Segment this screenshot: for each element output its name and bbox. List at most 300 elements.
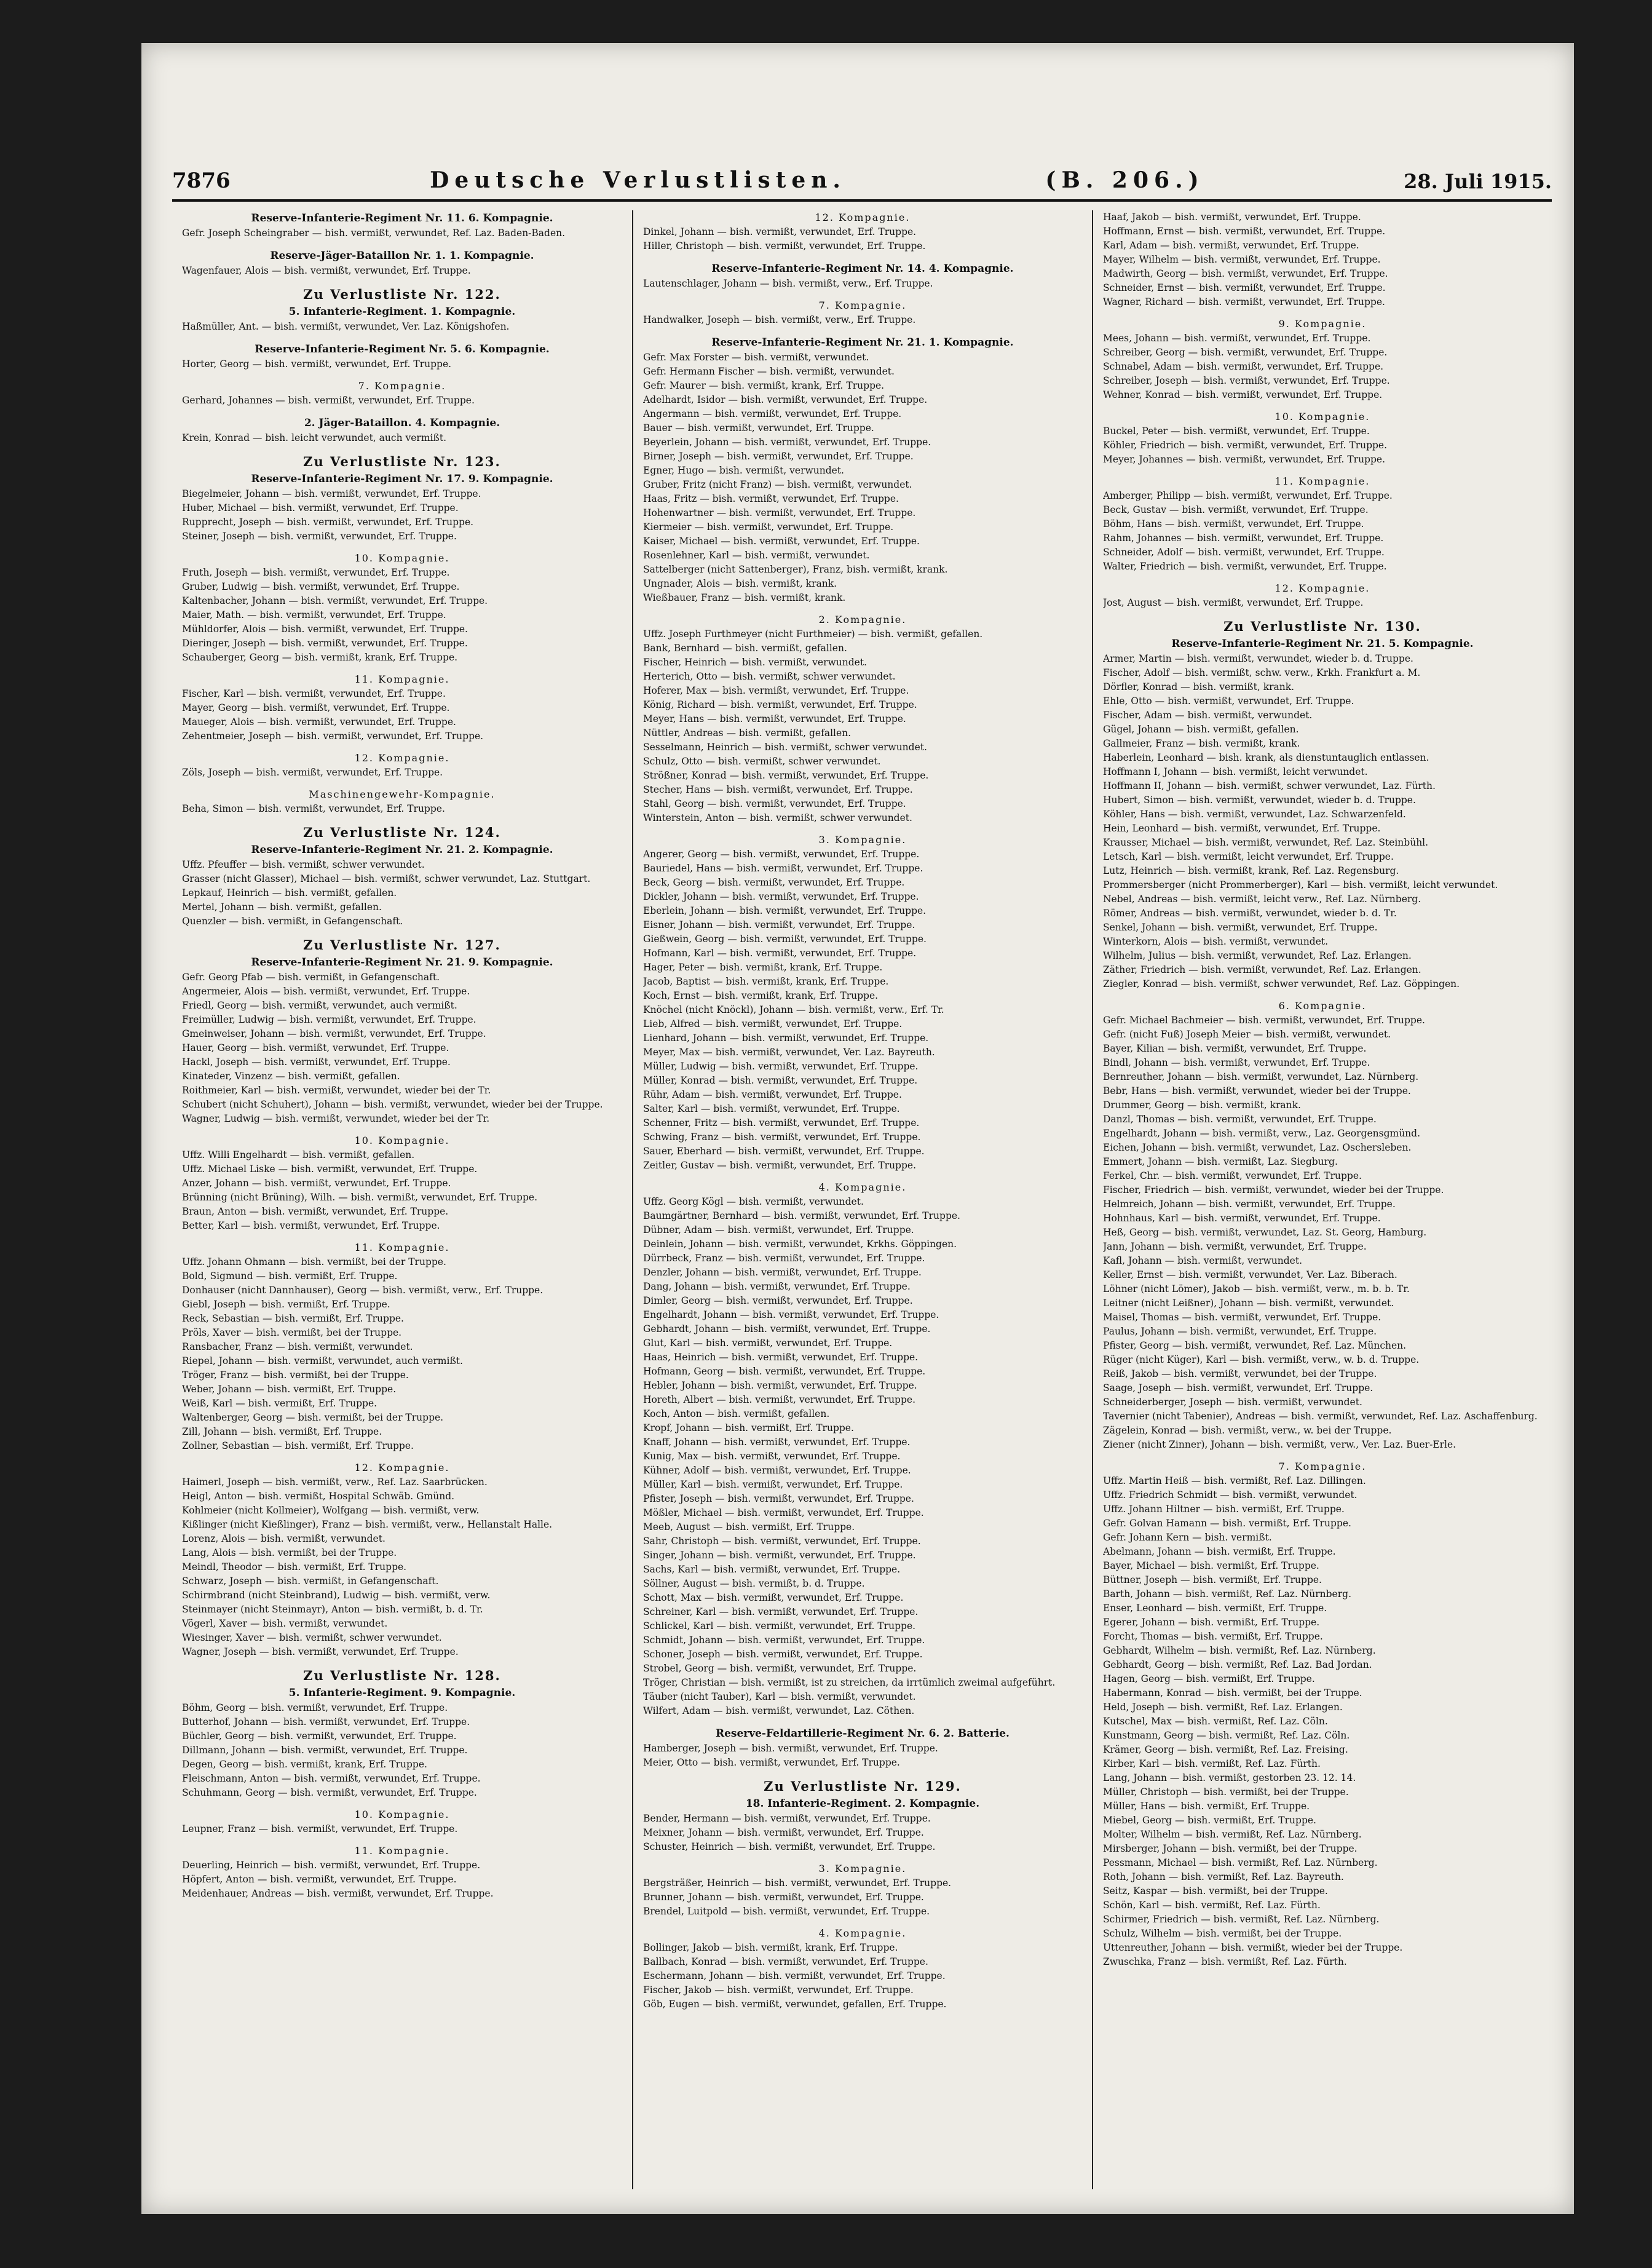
casualty-entry: Gebhardt, Johann — bish. vermißt, verwundet, Erf. Truppe. [642,1323,931,1334]
casualty-entry: Gmeinweiser, Johann — bish. vermißt, verwundet, Erf. Truppe. [182,1028,486,1039]
regiment-heading: Reserve-Infanterie-Regiment Nr. 21. 5. Kompagnie. [1171,638,1474,650]
casualty-entry: Keller, Ernst — bish. vermißt, verwundet, Ver. Laz. Biberach. [1102,1269,1397,1280]
casualty-entry: Böhm, Hans — bish. vermißt, verwundet, Erf. Truppe. [1102,518,1364,529]
casualty-entry: Biegelmeier, Johann — bish. vermißt, verwundet, Erf. Truppe. [182,488,481,499]
casualty-entry: Salter, Karl — bish. vermißt, verwundet, Erf. Truppe. [642,1103,900,1114]
casualty-entry: Rüger (nicht Küger), Karl — bish. vermißt, verw., w. b. d. Truppe. [1102,1354,1420,1365]
casualty-entry: Winterkorn, Alois — bish. vermißt, verwundet. [1102,936,1329,947]
casualty-entry: Egner, Hugo — bish. vermißt, verwundet. [642,465,844,476]
casualty-entry: Dürrbeck, Franz — bish. vermißt, verwundet, Erf. Truppe. [642,1253,925,1264]
header-rule [172,199,1552,202]
casualty-entry: Müller, Hans — bish. vermißt, Erf. Truppe. [1102,1801,1310,1812]
regiment-heading: Reserve-Infanterie-Regiment Nr. 21. 1. Kompagnie. [711,336,1014,349]
casualty-entry: Lienhard, Johann — bish. vermißt, verwundet, Erf. Truppe. [642,1033,929,1044]
list-section [1103,617,1542,991]
casualty-entry: Gebhardt, Georg — bish. vermißt, Ref. Laz. Bad Jordan. [1102,1659,1372,1670]
casualty-entry: Löhner (nicht Lömer), Jakob — bish. vermißt, verw., m. b. b. Tr. [1102,1283,1410,1295]
company-heading: 11. Kompagnie. [1275,475,1370,487]
casualty-entry: Fischer, Adam — bish. vermißt, verwundet. [1102,710,1313,721]
casualty-entry: Egerer, Johann — bish. vermißt, Erf. Truppe. [1102,1617,1320,1628]
casualty-entry: Haberlein, Leonhard — bish. krank, als dienstuntauglich entlassen. [1102,752,1429,763]
casualty-entry: Heigl, Anton — bish. vermißt, Hospital Schwäb. Gmünd. [182,1491,455,1502]
casualty-entry: Hoffmann I, Johann — bish. vermißt, leicht verwundet. [1102,766,1368,777]
casualty-entry: Tavernier (nicht Tabenier), Andreas — bish. vermißt, verwundet, Ref. Laz. Aschaffenburg. [1102,1411,1538,1422]
list-section [1103,999,1542,1452]
casualty-entry: Müller, Christoph — bish. vermißt, bei der Truppe. [1102,1786,1349,1798]
casualty-entry: Brünning (nicht Brüning), Wilh. — bish. vermißt, verwundet, Erf. Truppe. [182,1192,537,1203]
casualty-entry: Helmreich, Johann — bish. vermißt, verwundet, Erf. Truppe. [1102,1199,1396,1210]
casualty-entry: Ziegler, Konrad — bish. vermißt, schwer verwundet, Ref. Laz. Göppingen. [1102,978,1460,989]
casualty-entry: Gefr. Golvan Hamann — bish. vermißt, Erf. Truppe. [1102,1518,1351,1529]
reference-heading: Zu Verlustliste Nr. 128. [303,1668,501,1683]
casualty-entry: Bayer, Michael — bish. vermißt, Erf. Truppe. [1102,1560,1319,1571]
casualty-entry: Pessmann, Michael — bish. vermißt, Ref. Laz. Nürnberg. [1102,1857,1378,1868]
casualty-entry: Engelhardt, Johann — bish. vermißt, verwundet, Erf. Truppe. [642,1309,939,1320]
list-section [182,672,622,743]
company-heading: 6. Kompagnie. [1278,1000,1367,1012]
casualty-entry: Gerhard, Johannes — bish. vermißt, verwundet, Erf. Truppe. [182,395,475,406]
casualty-entry: Kirber, Karl — bish. vermißt, Ref. Laz. Fürth. [1102,1758,1321,1769]
casualty-entry: Zeitler, Gustav — bish. vermißt, verwundet, Erf. Truppe. [642,1160,916,1171]
casualty-entry: Ehle, Otto — bish. vermißt, verwundet, Erf. Truppe. [1102,696,1354,707]
casualty-entry: Adelhardt, Isidor — bish. vermißt, verwundet, Erf. Truppe. [642,394,928,405]
casualty-entry: Hauer, Georg — bish. vermißt, verwundet, Erf. Truppe. [182,1042,449,1053]
casualty-entry: Saage, Joseph — bish. vermißt, verwundet, Erf. Truppe. [1102,1382,1373,1394]
column-1 [172,210,632,2189]
casualty-entry: Huber, Michael — bish. vermißt, verwundet, Erf. Truppe. [182,502,459,513]
casualty-entry: Dörfler, Konrad — bish. vermißt, krank. [1102,681,1295,692]
reference-heading: Zu Verlustliste Nr. 124. [303,825,501,840]
casualty-entry: Reiß, Jakob — bish. vermißt, verwundet, bei der Truppe. [1102,1368,1377,1379]
casualty-entry: Degen, Georg — bish. vermißt, krank, Erf. Truppe. [182,1759,427,1770]
edition-number: (B. 206.) [1045,167,1204,193]
casualty-entry: Meyer, Max — bish. vermißt, verwundet, Ver. Laz. Bayreuth. [642,1047,935,1058]
regiment-heading: Reserve-Infanterie-Regiment Nr. 21. 9. Kompagnie. [251,956,553,969]
list-section [182,1240,622,1453]
casualty-entry: Zill, Johann — bish. vermißt, Erf. Truppe. [182,1426,382,1437]
casualty-entry: Buckel, Peter — bish. vermißt, verwundet, Erf. Truppe. [1102,426,1370,437]
casualty-entry: Drummer, Georg — bish. vermißt, krank. [1102,1100,1301,1111]
casualty-entry: Mees, Johann — bish. vermißt, verwundet, Erf. Truppe. [1102,333,1371,344]
casualty-entry: Pröls, Xaver — bish. vermißt, bei der Truppe. [182,1327,402,1338]
casualty-entry: Emmert, Johann — bish. vermißt, Laz. Siegburg. [1102,1156,1338,1167]
casualty-entry: Schlickel, Karl — bish. vermißt, verwundet, Erf. Truppe. [642,1620,916,1632]
casualty-entry: Pfister, Georg — bish. vermißt, verwundet, Ref. Laz. München. [1102,1340,1407,1351]
casualty-entry: Nüttler, Andreas — bish. vermißt, gefallen. [642,728,852,739]
casualty-entry: Donhauser (nicht Dannhauser), Georg — bish. vermißt, verw., Erf. Truppe. [182,1285,543,1296]
casualty-entry: Bold, Sigmund — bish. vermißt, Erf. Truppe. [182,1271,398,1282]
casualty-entry: Hohnhaus, Karl — bish. vermißt, verwundet, Erf. Truppe. [1102,1213,1381,1224]
casualty-entry: Lieb, Alfred — bish. vermißt, verwundet, Erf. Truppe. [642,1018,903,1029]
casualty-entry: Hubert, Simon — bish. vermißt, verwundet, wieder b. d. Truppe. [1102,795,1416,806]
casualty-entry: Kiermeier — bish. vermißt, verwundet, Erf. Truppe. [642,521,894,533]
casualty-entry: Höpfert, Anton — bish. vermißt, verwundet, Erf. Truppe. [182,1874,457,1885]
casualty-entry: Uffz. Pfeuffer — bish. vermißt, schwer verwundet. [182,859,425,870]
casualty-entry: Hiller, Christoph — bish. vermißt, verwundet, Erf. Truppe. [642,240,926,252]
casualty-entry: Schirmer, Friedrich — bish. vermißt, Ref. Laz. Nürnberg. [1102,1914,1380,1925]
casualty-entry: Horter, Georg — bish. vermißt, verwundet, Erf. Truppe. [182,359,452,370]
casualty-entry: Haaf, Jakob — bish. vermißt, verwundet, Erf. Truppe. [1102,212,1361,223]
casualty-entry: Meeb, August — bish. vermißt, Erf. Truppe. [642,1521,855,1532]
casualty-entry: Knaff, Johann — bish. vermißt, verwundet, Erf. Truppe. [642,1437,911,1448]
casualty-entry: Kohlmeier (nicht Kollmeier), Wolfgang — bish. vermißt, verw. [182,1505,480,1516]
casualty-entry: Held, Joseph — bish. vermißt, Ref. Laz. Erlangen. [1102,1702,1343,1713]
casualty-entry: Haimerl, Joseph — bish. vermißt, verw., Ref. Laz. Saarbrücken. [182,1477,488,1488]
reference-heading: Zu Verlustliste Nr. 127. [303,937,501,953]
list-section [643,335,1082,605]
casualty-entry: Wehner, Konrad — bish. vermißt, verwundet, Erf. Truppe. [1102,389,1383,400]
list-section [182,1807,622,1836]
casualty-entry: Angermeier, Alois — bish. vermißt, verwundet, Erf. Truppe. [182,986,470,997]
casualty-entry: Meier, Otto — bish. vermißt, verwundet, Erf. Truppe. [642,1757,900,1768]
casualty-entry: Kaiser, Michael — bish. vermißt, verwundet, Erf. Truppe. [642,536,920,547]
casualty-entry: Dieringer, Joseph — bish. vermißt, verwundet, Erf. Truppe. [182,638,468,649]
casualty-entry: Hofmann, Karl — bish. vermißt, verwundet, Erf. Truppe. [642,948,917,959]
casualty-entry: Beck, Georg — bish. vermißt, verwundet, Erf. Truppe. [642,877,905,888]
casualty-entry: Roth, Johann — bish. vermißt, Ref. Laz. Bayreuth. [1102,1871,1344,1882]
list-section [643,1180,1082,1718]
casualty-entry: Sauer, Eberhard — bish. vermißt, verwundet, Erf. Truppe. [642,1146,925,1157]
casualty-entry: Zöls, Joseph — bish. vermißt, verwundet, Erf. Truppe. [182,767,443,778]
casualty-entry: Uffz. Johann Ohmann — bish. vermißt, bei der Truppe. [182,1256,446,1267]
casualty-entry: Zäther, Friedrich — bish. vermißt, verwundet, Ref. Laz. Erlangen. [1102,964,1421,975]
casualty-entry: Maier, Math. — bish. vermißt, verwundet, Erf. Truppe. [182,609,446,621]
casualty-entry: Enser, Leonhard — bish. vermißt, Erf. Truppe. [1102,1603,1327,1614]
casualty-list-columns [172,210,1552,2189]
casualty-entry: Giebl, Joseph — bish. vermißt, Erf. Truppe. [182,1299,390,1310]
casualty-entry: Kropf, Johann — bish. vermißt, Erf. Truppe. [642,1422,854,1433]
casualty-entry: Knöchel (nicht Knöckl), Johann — bish. vermißt, verw., Erf. Tr. [642,1004,944,1015]
casualty-entry: Gügel, Johann — bish. vermißt, gefallen. [1102,724,1299,735]
casualty-entry: Wagenfauer, Alois — bish. vermißt, verwundet, Erf. Truppe. [182,265,471,276]
casualty-entry: Molter, Wilhelm — bish. vermißt, Ref. Laz. Nürnberg. [1102,1829,1362,1840]
casualty-entry: Roithmeier, Karl — bish. vermißt, verwundet, wieder bei der Tr. [182,1085,491,1096]
list-section [182,379,622,408]
casualty-entry: Rupprecht, Joseph — bish. vermißt, verwundet, Erf. Truppe. [182,517,474,528]
casualty-entry: Beck, Gustav — bish. vermißt, verwundet, Erf. Truppe. [1102,504,1369,515]
page-header [172,160,1552,193]
casualty-entry: Meyer, Hans — bish. vermißt, verwundet, Erf. Truppe. [642,713,906,724]
casualty-entry: Zägelein, Konrad — bish. vermißt, verw., w. bei der Truppe. [1102,1425,1392,1436]
list-section [1103,474,1542,574]
casualty-entry: Gefr. Hermann Fischer — bish. vermißt, verwundet. [642,366,895,377]
casualty-entry: Gefr. Georg Pfab — bish. vermißt, in Gefangenschaft. [182,972,440,983]
casualty-entry: Tröger, Franz — bish. vermißt, bei der Truppe. [182,1370,409,1381]
casualty-entry: Fischer, Friedrich — bish. vermißt, verwundet, wieder bei der Truppe. [1102,1184,1444,1195]
casualty-entry: Hohenwartner — bish. vermißt, verwundet, Erf. Truppe. [642,507,916,518]
casualty-entry: Meyer, Johannes — bish. vermißt, verwundet, Erf. Truppe. [1102,454,1386,465]
casualty-entry: Vögerl, Xaver — bish. vermißt, verwundet. [182,1618,388,1629]
casualty-entry: Brunner, Johann — bish. vermißt, verwundet, Erf. Truppe. [642,1892,924,1903]
list-section [182,248,622,278]
list-section [182,341,622,371]
list-section [182,1133,622,1233]
company-heading: 12. Kompagnie. [1275,582,1370,594]
casualty-entry: Stecher, Hans — bish. vermißt, verwundet, Erf. Truppe. [642,784,913,795]
casualty-entry: Karl, Adam — bish. vermißt, verwundet, Erf. Truppe. [1102,240,1359,251]
casualty-entry: Habermann, Konrad — bish. vermißt, bei der Truppe. [1102,1687,1362,1699]
casualty-entry: Braun, Anton — bish. vermißt, verwundet, Erf. Truppe. [182,1206,449,1217]
casualty-entry: Fischer, Jakob — bish. vermißt, verwundet, Erf. Truppe. [642,1984,914,1996]
casualty-entry: Schreiber, Georg — bish. vermißt, verwundet, Erf. Truppe. [1102,347,1388,358]
company-heading: 3. Kompagnie. [818,834,907,846]
casualty-entry: Koch, Anton — bish. vermißt, gefallen. [642,1408,830,1419]
casualty-entry: Müller, Konrad — bish. vermißt, verwundet, Erf. Truppe. [642,1075,918,1086]
casualty-entry: Schreiner, Karl — bish. vermißt, verwundet, Erf. Truppe. [642,1606,919,1617]
casualty-entry: Bindl, Johann — bish. vermißt, verwundet, Erf. Truppe. [1102,1057,1370,1068]
column-3 [1092,210,1552,2189]
casualty-entry: Walter, Friedrich — bish. vermißt, verwundet, Erf. Truppe. [1102,561,1387,572]
casualty-entry: Krämer, Georg — bish. vermißt, Ref. Laz. Freising. [1102,1744,1348,1755]
casualty-entry: Handwalker, Joseph — bish. vermißt, verw., Erf. Truppe. [642,314,916,325]
casualty-entry: Horeth, Albert — bish. vermißt, verwundet, Erf. Truppe. [642,1394,916,1405]
casualty-entry: Köhler, Hans — bish. vermißt, verwundet, Laz. Schwarzenfeld. [1102,809,1406,820]
casualty-entry: Uffz. Martin Heiß — bish. vermißt, Ref. Laz. Dillingen. [1102,1475,1366,1486]
casualty-entry: Beyerlein, Johann — bish. vermißt, verwundet, Erf. Truppe. [642,437,931,448]
casualty-entry: Rühr, Adam — bish. vermißt, verwundet, Erf. Truppe. [642,1089,902,1100]
regiment-heading: 5. Infanterie-Regiment. 1. Kompagnie. [288,306,516,318]
casualty-entry: Wilhelm, Julius — bish. vermißt, verwundet, Ref. Laz. Erlangen. [1102,950,1412,961]
casualty-entry: Uffz. Johann Hiltner — bish. vermißt, Erf. Truppe. [1102,1504,1345,1515]
casualty-entry: Fischer, Adolf — bish. vermißt, schw. verw., Krkh. Frankfurt a. M. [1102,667,1421,678]
regiment-heading: 5. Infanterie-Regiment. 9. Kompagnie. [288,1687,516,1699]
casualty-entry: Gallmeier, Franz — bish. vermißt, krank. [1102,738,1300,749]
list-section [182,1667,622,1800]
company-heading: 10. Kompagnie. [1275,411,1370,422]
list-section [643,613,1082,825]
casualty-entry: Sesselmann, Heinrich — bish. vermißt, schwer verwundet. [642,742,927,753]
regiment-heading: Reserve-Infanterie-Regiment Nr. 14. 4. Kompagnie. [711,263,1014,275]
casualty-entry: Gruber, Ludwig — bish. vermißt, verwundet, Erf. Truppe. [182,581,460,592]
casualty-entry: Pfister, Joseph — bish. vermißt, verwundet, Erf. Truppe. [642,1493,914,1504]
casualty-entry: Tröger, Christian — bish. vermißt, ist zu streichen, da irrtümlich zweimal aufgeführt. [642,1677,1056,1688]
casualty-entry: Schreiber, Joseph — bish. vermißt, verwundet, Erf. Truppe. [1102,375,1390,386]
casualty-entry: Gruber, Fritz (nicht Franz) — bish. vermißt, verwundet. [642,479,912,490]
casualty-entry: Schulz, Wilhelm — bish. vermißt, bei der Truppe. [1102,1928,1342,1939]
casualty-entry: Wießbauer, Franz — bish. vermißt, krank. [642,592,846,603]
casualty-entry: Mühldorfer, Alois — bish. vermißt, verwundet, Erf. Truppe. [182,624,468,635]
company-heading: 3. Kompagnie. [818,1863,907,1874]
casualty-entry: Hackl, Joseph — bish. vermißt, verwundet, Erf. Truppe. [182,1057,451,1068]
casualty-entry: Kutschel, Max — bish. vermißt, Ref. Laz. Cöln. [1102,1716,1328,1727]
casualty-entry: Kunig, Max — bish. vermißt, verwundet, Erf. Truppe. [642,1451,901,1462]
casualty-entry: Letsch, Karl — bish. vermißt, leicht verwundet, Erf. Truppe. [1102,851,1394,862]
casualty-entry: Römer, Andreas — bish. vermißt, verwundet, wieder b. d. Tr. [1102,908,1397,919]
casualty-entry: Eisner, Johann — bish. vermißt, verwundet, Erf. Truppe. [642,919,915,930]
list-section [182,823,622,929]
publication-title: Deutsche Verlustlisten. [430,167,846,193]
casualty-entry: Deuerling, Heinrich — bish. vermißt, verwundet, Erf. Truppe. [182,1860,481,1871]
casualty-entry: Fleischmann, Anton — bish. vermißt, verwundet, Erf. Truppe. [182,1773,481,1784]
casualty-entry: Baumgärtner, Bernhard — bish. vermißt, verwundet, Erf. Truppe. [642,1210,960,1221]
casualty-entry: Lang, Johann — bish. vermißt, gestorben 23. 12. 14. [1102,1772,1356,1783]
casualty-entry: Krausser, Michael — bish. vermißt, verwundet, Ref. Laz. Steinbühl. [1102,837,1429,848]
casualty-entry: Zollner, Sebastian — bish. vermißt, Erf. Truppe. [182,1440,414,1451]
reference-heading: Zu Verlustliste Nr. 123. [303,454,501,469]
casualty-entry: Ransbacher, Franz — bish. vermißt, verwundet. [182,1341,413,1352]
casualty-entry: Maisel, Thomas — bish. vermißt, verwundet, Erf. Truppe. [1102,1312,1381,1323]
casualty-entry: Eschermann, Johann — bish. vermißt, verwundet, Erf. Truppe. [642,1970,946,1981]
casualty-entry: Schubert (nicht Schuhert), Johann — bish. vermißt, verwundet, wieder bei der Truppe. [182,1099,603,1110]
reference-heading: Zu Verlustliste Nr. 130. [1223,619,1421,634]
regiment-heading: 2. Jäger-Bataillon. 4. Kompagnie. [304,417,500,429]
casualty-entry: Fischer, Karl — bish. vermißt, verwundet, Erf. Truppe. [182,688,446,699]
casualty-entry: Angerer, Georg — bish. vermißt, verwundet, Erf. Truppe. [642,849,920,860]
regiment-heading: 18. Infanterie-Regiment. 2. Kompagnie. [745,1798,980,1810]
casualty-entry: Schwing, Franz — bish. vermißt, verwundet, Erf. Truppe. [642,1132,921,1143]
casualty-entry: Senkel, Johann — bish. vermißt, verwundet, Erf. Truppe. [1102,922,1378,933]
reference-heading: Zu Verlustliste Nr. 122. [303,287,501,302]
issue-date: 28. Juli 1915. [1404,170,1552,193]
list-section [643,833,1082,1173]
casualty-entry: Deinlein, Johann — bish. vermißt, verwundet, Krkhs. Göppingen. [642,1239,957,1250]
list-section [643,1926,1082,2012]
casualty-entry: Nebel, Andreas — bish. vermißt, leicht verw., Ref. Laz. Nürnberg. [1102,894,1421,905]
casualty-entry: Schön, Karl — bish. vermißt, Ref. Laz. Fürth. [1102,1900,1321,1911]
casualty-entry: Uffz. Georg Kögl — bish. vermißt, verwundet. [642,1196,864,1207]
casualty-entry: Angermann — bish. vermißt, verwundet, Erf. Truppe. [642,408,902,419]
casualty-entry: Böhm, Georg — bish. vermißt, verwundet, Erf. Truppe. [182,1702,448,1713]
company-heading: 7. Kompagnie. [358,380,446,392]
regiment-heading: Reserve-Infanterie-Regiment Nr. 11. 6. Kompagnie. [251,212,553,224]
list-section [182,285,622,334]
casualty-entry: Müller, Ludwig — bish. vermißt, verwundet, Erf. Truppe. [642,1061,919,1072]
casualty-entry: Forcht, Thomas — bish. vermißt, Erf. Truppe. [1102,1631,1323,1642]
casualty-entry: Denzler, Johann — bish. vermißt, verwundet, Erf. Truppe. [642,1267,922,1278]
casualty-entry: Grasser (nicht Glasser), Michael — bish. vermißt, schwer verwundet, Laz. Stuttgart. [182,873,591,884]
casualty-entry: Miebel, Georg — bish. vermißt, Erf. Truppe. [1102,1815,1316,1826]
casualty-entry: Bebr, Hans — bish. vermißt, verwundet, wieder bei der Truppe. [1102,1085,1411,1096]
casualty-entry: Seitz, Kaspar — bish. vermißt, bei der Truppe. [1102,1885,1328,1897]
casualty-entry: Mayer, Wilhelm — bish. vermißt, verwundet, Erf. Truppe. [1102,254,1381,265]
casualty-entry: Uffz. Michael Liske — bish. vermißt, verwundet, Erf. Truppe. [182,1164,478,1175]
company-heading: 10. Kompagnie. [354,1135,450,1146]
column-2 [632,210,1092,2189]
casualty-entry: Wagner, Ludwig — bish. vermißt, verwundet, wieder bei der Tr. [182,1113,490,1124]
casualty-entry: Hagen, Georg — bish. vermißt, Erf. Truppe. [1102,1673,1315,1684]
casualty-entry: Uffz. Friedrich Schmidt — bish. vermißt, verwundet. [1102,1489,1358,1501]
casualty-entry: Meidenhauer, Andreas — bish. vermißt, verwundet, Erf. Truppe. [182,1888,494,1899]
casualty-entry: Göb, Eugen — bish. vermißt, verwundet, gefallen, Erf. Truppe. [642,1999,947,2010]
list-section [1103,1459,1542,1969]
casualty-entry: Bayer, Kilian — bish. vermißt, verwundet, Erf. Truppe. [1102,1043,1367,1054]
casualty-entry: Fischer, Heinrich — bish. vermißt, verwundet. [642,657,867,668]
casualty-entry: Quenzler — bish. vermißt, in Gefangenschaft. [182,916,403,927]
casualty-entry: Sahr, Christoph — bish. vermißt, verwundet, Erf. Truppe. [642,1536,921,1547]
casualty-entry: Hager, Peter — bish. vermißt, krank, Erf. Truppe. [642,962,883,973]
casualty-entry: Wilfert, Adam — bish. vermißt, verwundet, Laz. Cöthen. [642,1705,915,1716]
casualty-entry: Haßmüller, Ant. — bish. vermißt, verwundet, Ver. Laz. Königshofen. [182,321,510,332]
casualty-entry: Lepkauf, Heinrich — bish. vermißt, gefallen. [182,887,397,898]
casualty-entry: Ungnader, Alois — bish. vermißt, krank. [642,578,837,589]
casualty-entry: Mertel, Johann — bish. vermißt, gefallen. [182,902,382,913]
casualty-entry: Kißlinger (nicht Kießlinger), Franz — bish. vermißt, verw., Hellanstalt Halle. [182,1519,553,1530]
list-section [1103,317,1542,402]
casualty-entry: Paulus, Johann — bish. vermißt, verwundet, Erf. Truppe. [1102,1326,1377,1337]
casualty-entry: Dickler, Johann — bish. vermißt, verwundet, Erf. Truppe. [642,891,919,902]
casualty-entry: Schuhmann, Georg — bish. vermißt, verwundet, Erf. Truppe. [182,1787,477,1798]
list-section [643,261,1082,291]
casualty-entry: Gebhardt, Wilhelm — bish. vermißt, Ref. Laz. Nürnberg. [1102,1645,1376,1656]
list-section [643,210,1082,253]
casualty-entry: Glut, Karl — bish. vermißt, verwundet, Erf. Truppe. [642,1338,893,1349]
casualty-entry: Rahm, Johannes — bish. vermißt, verwundet, Erf. Truppe. [1102,533,1384,544]
casualty-entry: Leitner (nicht Leißner), Johann — bish. vermißt, verwundet. [1102,1298,1394,1309]
casualty-entry: Schoner, Joseph — bish. vermißt, verwundet, Erf. Truppe. [642,1649,923,1660]
casualty-entry: Zwuschka, Franz — bish. vermißt, Ref. Laz. Fürth. [1102,1956,1347,1967]
casualty-entry: Armer, Martin — bish. vermißt, verwundet, wieder b. d. Truppe. [1102,653,1413,664]
list-section [182,787,622,816]
casualty-entry: Hoffmann, Ernst — bish. vermißt, verwundet, Erf. Truppe. [1102,226,1386,237]
casualty-entry: Bernreuther, Johann — bish. vermißt, verwundet, Laz. Nürnberg. [1102,1071,1419,1082]
casualty-entry: Jacob, Baptist — bish. vermißt, krank, Erf. Truppe. [642,976,889,987]
regiment-heading: Reserve-Infanterie-Regiment Nr. 5. 6. Kompagnie. [255,343,550,355]
list-section [1103,581,1542,610]
casualty-entry: Wagner, Joseph — bish. vermißt, verwundet, Erf. Truppe. [182,1646,459,1657]
list-section [643,1862,1082,1919]
casualty-entry: Singer, Johann — bish. vermißt, verwundet, Erf. Truppe. [642,1550,916,1561]
company-heading: 2. Kompagnie. [818,614,907,625]
casualty-entry: Hoffmann II, Johann — bish. vermißt, schwer verwundet, Laz. Fürth. [1102,780,1436,791]
casualty-entry: Reck, Sebastian — bish. vermißt, Erf. Truppe. [182,1313,404,1324]
company-heading: Maschinengewehr-Kompagnie. [309,788,496,800]
casualty-entry: Jann, Johann — bish. vermißt, verwundet, Erf. Truppe. [1102,1241,1367,1252]
casualty-entry: Steinmayer (nicht Steinmayr), Anton — bish. vermißt, b. d. Tr. [182,1604,483,1615]
casualty-entry: Heß, Georg — bish. vermißt, verwundet, Laz. St. Georg, Hamburg. [1102,1227,1427,1238]
casualty-entry: Steiner, Joseph — bish. vermißt, verwundet, Erf. Truppe. [182,531,457,542]
casualty-entry: Mirsberger, Johann — bish. vermißt, bei der Truppe. [1102,1843,1358,1854]
casualty-entry: Strößner, Konrad — bish. vermißt, verwundet, Erf. Truppe. [642,770,929,781]
casualty-entry: Müller, Karl — bish. vermißt, verwundet, Erf. Truppe. [642,1479,903,1490]
casualty-entry: Schirmbrand (nicht Steinbrand), Ludwig — bish. vermißt, verw. [182,1590,491,1601]
casualty-entry: Schnabel, Adam — bish. vermißt, verwundet, Erf. Truppe. [1102,361,1384,372]
list-section [182,210,622,240]
casualty-entry: Dang, Johann — bish. vermißt, verwundet, Erf. Truppe. [642,1281,911,1292]
casualty-entry: Weber, Johann — bish. vermißt, Erf. Truppe. [182,1384,397,1395]
casualty-entry: Köhler, Friedrich — bish. vermißt, verwundet, Erf. Truppe. [1102,440,1388,451]
company-heading: 11. Kompagnie. [354,1845,450,1857]
casualty-entry: Krein, Konrad — bish. leicht verwundet, auch vermißt. [182,432,447,443]
company-heading: 12. Kompagnie. [354,1462,450,1473]
casualty-entry: Beha, Simon — bish. vermißt, verwundet, Erf. Truppe. [182,803,445,814]
casualty-entry: Stahl, Georg — bish. vermißt, verwundet, Erf. Truppe. [642,798,906,809]
casualty-entry: Gießwein, Georg — bish. vermißt, verwundet, Erf. Truppe. [642,934,927,945]
casualty-entry: Leupner, Franz — bish. vermißt, verwundet, Erf. Truppe. [182,1823,458,1834]
casualty-entry: Hoferer, Max — bish. vermißt, verwundet, Erf. Truppe. [642,685,909,696]
list-section [182,1461,622,1659]
casualty-entry: Hofmann, Georg — bish. vermißt, verwundet, Erf. Truppe. [642,1366,926,1377]
casualty-entry: Schneider, Adolf — bish. vermißt, verwundet, Erf. Truppe. [1102,547,1385,558]
casualty-entry: Gefr. Johann Kern — bish. vermißt. [1102,1532,1272,1543]
casualty-entry: Haas, Heinrich — bish. vermißt, verwundet, Erf. Truppe. [642,1352,919,1363]
casualty-entry: Kunstmann, Georg — bish. vermißt, Ref. Laz. Cöln. [1102,1730,1350,1741]
list-section [182,551,622,665]
newspaper-page [141,43,1574,2214]
casualty-entry: Lorenz, Alois — bish. vermißt, verwundet. [182,1533,385,1544]
casualty-entry: Lautenschlager, Johann — bish. vermißt, verw., Erf. Truppe. [642,278,933,289]
company-heading: 10. Kompagnie. [354,1809,450,1820]
casualty-entry: Bauriedel, Hans — bish. vermißt, verwundet, Erf. Truppe. [642,863,923,874]
casualty-entry: Gefr. Joseph Scheingraber — bish. vermißt, verwundet, Ref. Laz. Baden-Baden. [182,228,566,239]
casualty-entry: Schmidt, Johann — bish. vermißt, verwundet, Erf. Truppe. [642,1635,925,1646]
casualty-entry: Strobel, Georg — bish. vermißt, verwundet, Erf. Truppe. [642,1663,917,1674]
casualty-entry: Danzl, Thomas — bish. vermißt, verwundet, Erf. Truppe. [1102,1114,1377,1125]
casualty-entry: Friedl, Georg — bish. vermißt, verwundet, auch vermißt. [182,1000,457,1011]
casualty-entry: Rosenlehner, Karl — bish. vermißt, verwundet. [642,550,870,561]
casualty-entry: Ferkel, Chr. — bish. vermißt, verwundet, Erf. Truppe. [1102,1170,1362,1181]
page-number: 7876 [172,169,231,193]
company-heading: 7. Kompagnie. [1278,1461,1367,1472]
